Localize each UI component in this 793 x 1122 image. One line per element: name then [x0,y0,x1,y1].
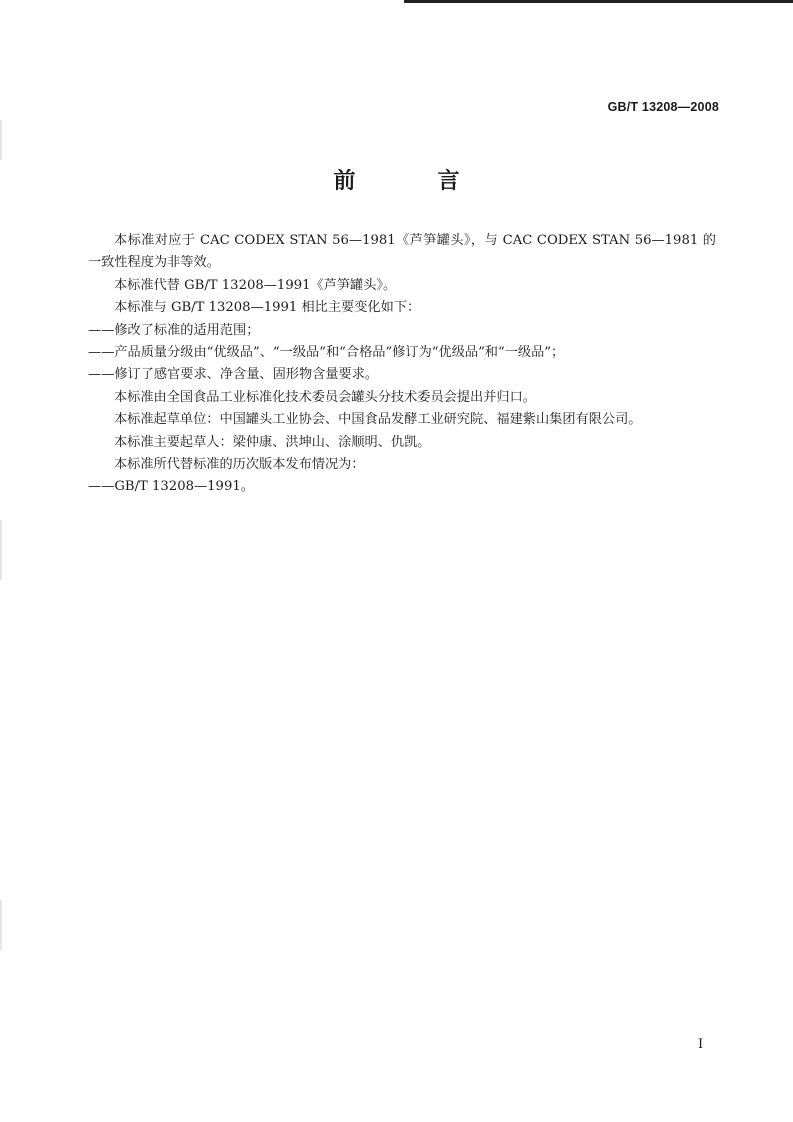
change-item-requirements: ——修订了感官要求、净含量、固形物含量要求。 [88,367,379,383]
paragraph-drafting-units: 本标准起草单位：中国罐头工业协会、中国食品发酵工业研究院、福建紫山集团有限公司。 [114,412,642,428]
paragraph-correspondence: 本标准对应于 CAC CODEX STAN 56—1981《芦笋罐头》，与 CAC CODEX STAN 56—1981 的一致性程度为非等效。 [88,233,716,271]
paragraph-drafters: 本标准主要起草人：梁仲康、洪坤山、涂顺明、仇凯。 [114,434,431,450]
paragraph-replacement: 本标准代替 GB/T 13208—1991《芦笋罐头》。 [114,277,397,293]
page-number: I [698,1037,704,1052]
top-border-line [404,0,793,3]
scan-edge-mark [0,520,2,580]
change-item-grading: ——产品质量分级由“优级品”、“一级品”和“合格品”修订为“优级品”和“一级品”； [88,345,565,361]
foreword-body [88,230,716,499]
change-item-scope: ——修改了标准的适用范围； [88,322,260,338]
paragraph-changes-intro: 本标准与 GB/T 13208—1991 相比主要变化如下： [114,300,421,316]
standard-code-header: GB/T 13208—2008 [607,100,719,114]
scan-edge-mark [0,120,2,160]
scan-edge-mark [0,900,2,950]
paragraph-history-intro: 本标准所代替标准的历次版本发布情况为： [114,457,365,473]
paragraph-proposer: 本标准由全国食品工业标准化技术委员会罐头分技术委员会提出并归口。 [114,389,536,405]
page-title: 前 言 [333,169,490,194]
history-item: ——GB/T 13208—1991。 [88,479,254,495]
